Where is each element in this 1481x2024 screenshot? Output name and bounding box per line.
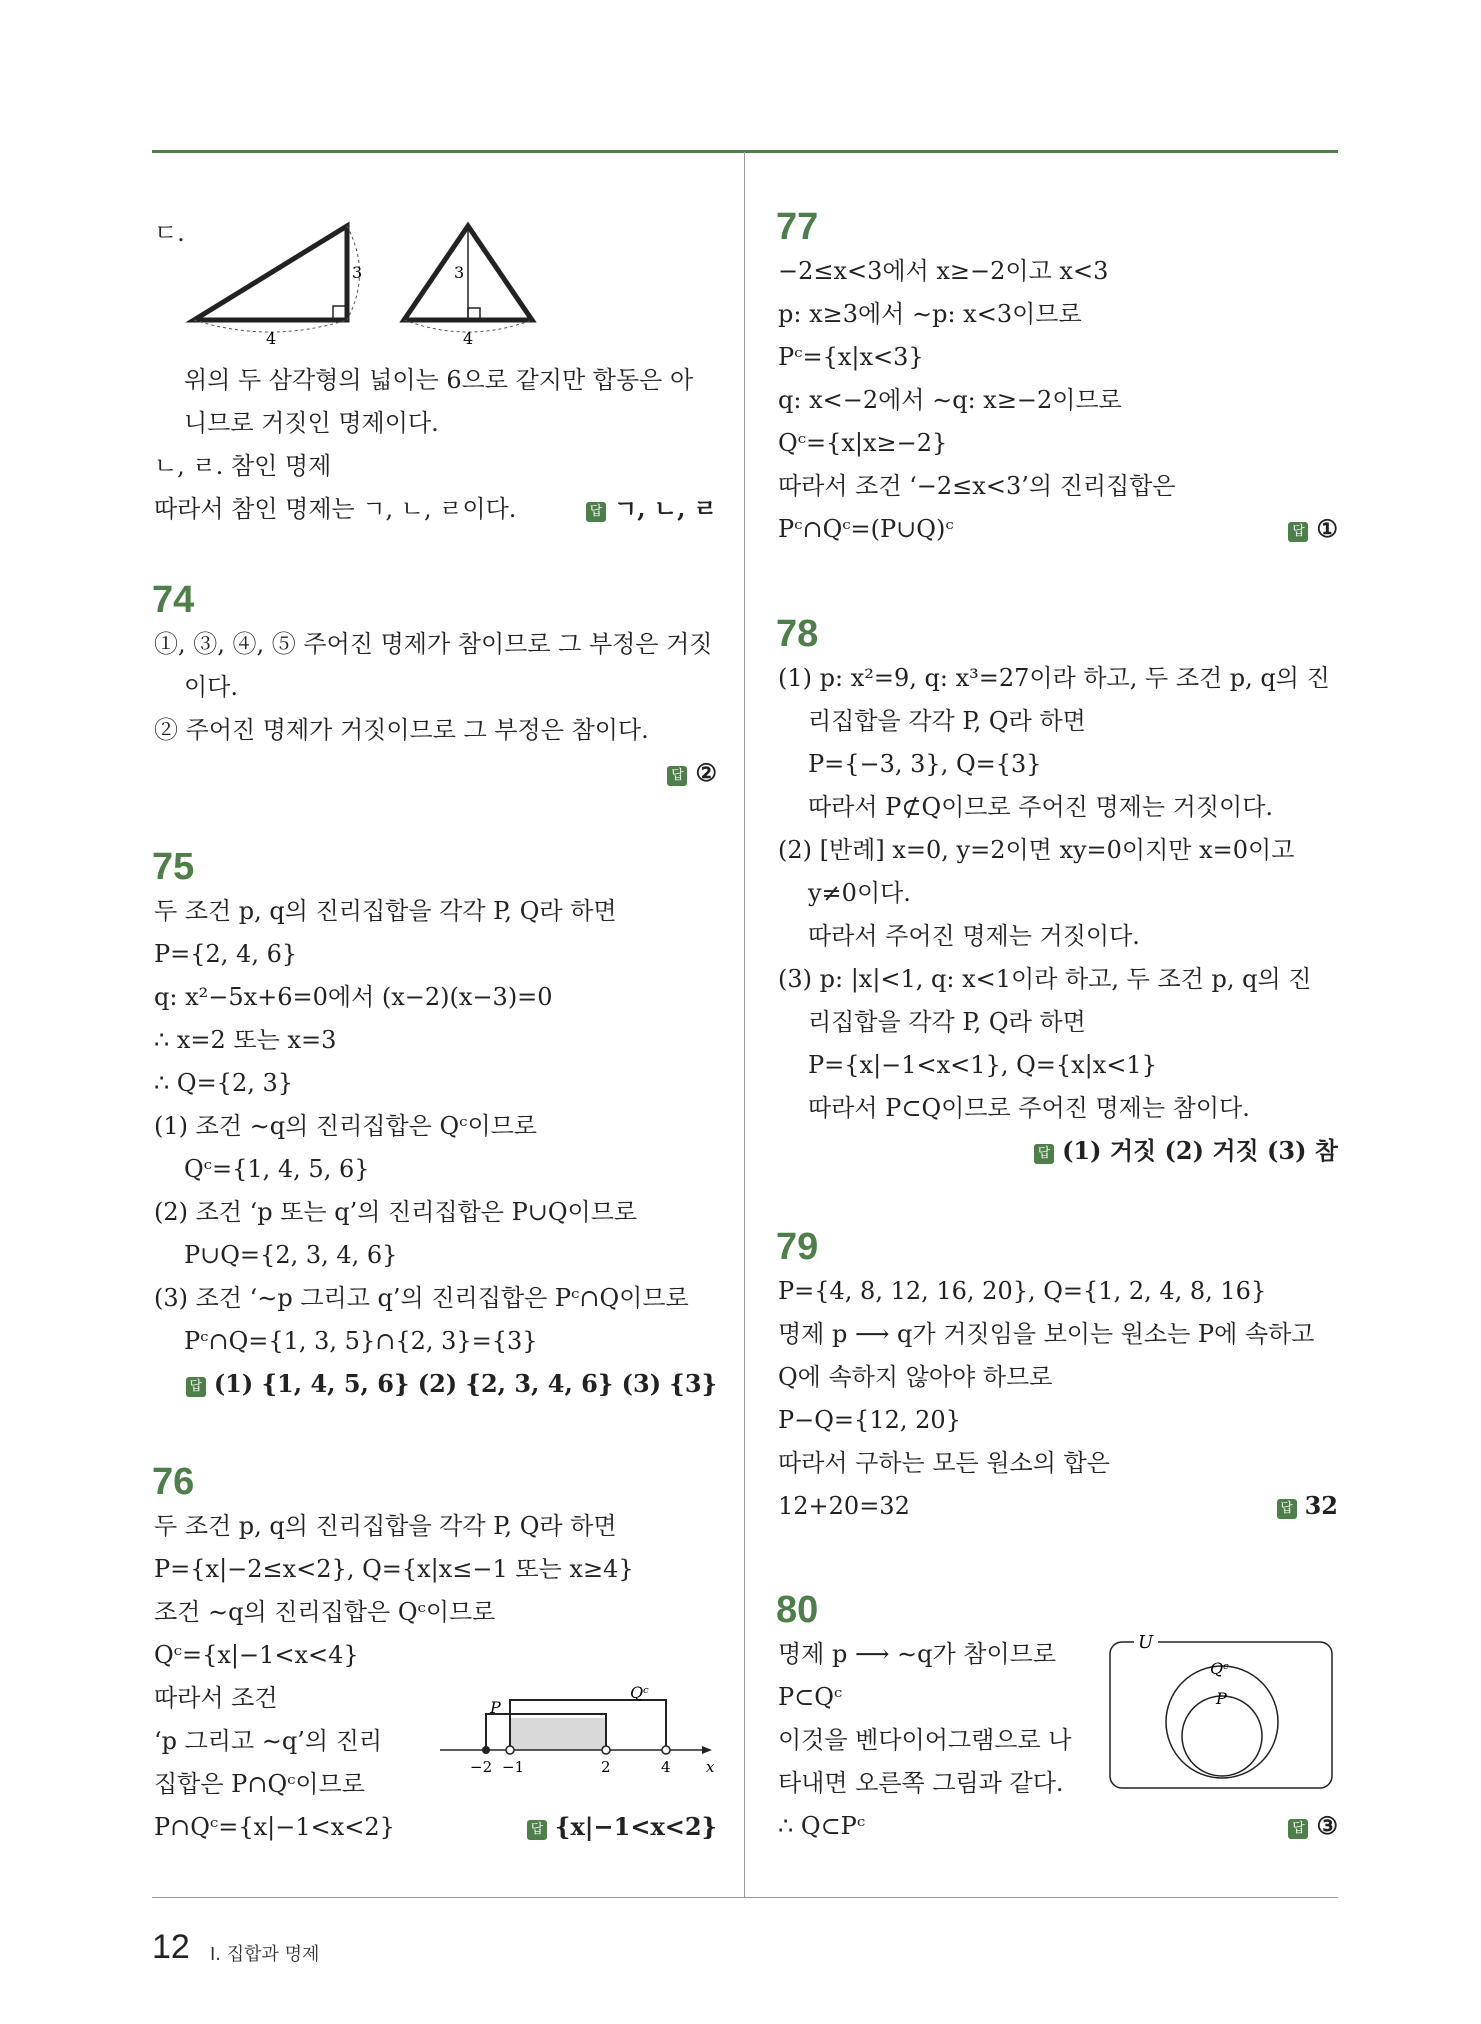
answer-icon: 답: [527, 1820, 547, 1840]
point-4: [662, 1746, 670, 1754]
text-line: (1) p: x²=9, q: x³=27이라 하고, 두 조건 p, q의 진: [778, 664, 1330, 692]
point-m2: [482, 1746, 490, 1754]
text-line: ∴ x=2 또는 x=3: [154, 1026, 337, 1054]
text-line: P={x|−2≤x<2}, Q={x|x≤−1 또는 x≥4}: [154, 1555, 634, 1583]
circle-Qc: [1166, 1666, 1278, 1778]
number-line-figure: [430, 1686, 720, 1786]
text-line: ㄴ, ㄹ. 참인 명제: [154, 452, 332, 480]
problem-number: 74: [152, 579, 195, 621]
text-line: 두 조건 p, q의 진리집합을 각각 P, Q라 하면: [154, 1512, 617, 1540]
text-line: 따라서 참인 명제는 ㄱ, ㄴ, ㄹ이다.: [154, 495, 517, 523]
answer-text: (1) {1, 4, 5, 6} (2) {2, 3, 4, 6} (3) {3}: [213, 1369, 717, 1398]
text-line: P∩Qᶜ={x|−1<x<2}: [154, 1813, 395, 1841]
answer-icon: 답: [1288, 522, 1308, 542]
text-line: Pᶜ∩Qᶜ=(P∪Q)ᶜ: [778, 515, 954, 543]
intersection-shade: [510, 1718, 606, 1750]
point-2: [602, 1746, 610, 1754]
text-line: −2≤x<3에서 x≥−2이고 x<3: [778, 257, 1109, 285]
point-m1: [506, 1746, 514, 1754]
problem-number: 77: [776, 206, 819, 248]
problem-number: 78: [776, 613, 819, 655]
page-number: 12: [152, 1928, 190, 1966]
tick-4: 4: [661, 1758, 671, 1776]
text-line: 조건 ∼q의 진리집합은 Qᶜ이므로: [154, 1598, 496, 1626]
text-line: Qᶜ={1, 4, 5, 6}: [184, 1155, 370, 1183]
answer-icon: 답: [1288, 1819, 1308, 1839]
axis-label-x: x: [706, 1758, 715, 1776]
problem-number: 79: [776, 1226, 819, 1268]
text-line: 리집합을 각각 P, Q라 하면: [808, 707, 1086, 735]
answer: [667, 758, 717, 788]
text-line: ② 주어진 명제가 거짓이므로 그 부정은 참이다.: [154, 716, 649, 744]
text-line: 이것을 벤다이어그램으로 나: [778, 1726, 1072, 1754]
top-rule: [152, 150, 1338, 153]
text-line: (3) p: |x|<1, q: x<1이라 하고, 두 조건 p, q의 진: [778, 965, 1312, 993]
answer-icon: 답: [1034, 1144, 1054, 1164]
answer-text: {x|−1<x<2}: [555, 1812, 717, 1841]
text-line: 리집합을 각각 P, Q라 하면: [808, 1008, 1086, 1036]
text-line: 따라서 조건 ‘−2≤x<3’의 진리집합은: [778, 472, 1176, 500]
triangles-figure: [182, 216, 692, 346]
label-P: P: [490, 1698, 501, 1717]
text-line: P={x|−1<x<1}, Q={x|x<1}: [808, 1051, 1157, 1079]
text-line: (2) [반례] x=0, y=2이면 xy=0이지만 x=0이고: [778, 836, 1295, 864]
text-line: (2) 조건 ‘p 또는 q’의 진리집합은 P∪Q이므로: [154, 1198, 638, 1226]
label-Qc: Qᶜ: [630, 1686, 649, 1702]
text-line: ‘p 그리고 ∼q’의 진리: [154, 1727, 383, 1755]
text-line: 명제 p ⟶ ∼q가 참이므로: [778, 1640, 1057, 1668]
answer: [1277, 1491, 1338, 1521]
tri1-side-label: 3: [352, 263, 363, 282]
item-label: ㄷ.: [154, 219, 185, 247]
text-line: Pᶜ∩Q={1, 3, 5}∩{2, 3}={3}: [184, 1327, 538, 1355]
column-divider: [744, 152, 745, 1897]
text-line: 명제 p ⟶ q가 거짓임을 보이는 원소는 P에 속하고: [778, 1320, 1315, 1348]
problem-number: 76: [152, 1461, 195, 1503]
venn-diagram: [1106, 1632, 1336, 1792]
answer-icon: 답: [586, 502, 606, 522]
tick-m1: −1: [502, 1758, 525, 1776]
tick-m2: −2: [470, 1758, 493, 1776]
answer-text: ③: [1316, 1811, 1338, 1840]
text-line: P={4, 8, 12, 16, 20}, Q={1, 2, 4, 8, 16}: [778, 1277, 1267, 1305]
problem-number: 75: [152, 846, 195, 888]
text-line: p: x≥3에서 ∼p: x<3이므로: [778, 300, 1082, 328]
text-line: ∴ Q={2, 3}: [154, 1069, 294, 1097]
text-line: Qᶜ={x|x≥−2}: [778, 429, 948, 457]
answer: [1034, 1136, 1338, 1166]
answer-text: ㄱ, ㄴ, ㄹ: [614, 494, 717, 523]
text-line: Qᶜ={x|−1<x<4}: [154, 1641, 359, 1669]
answer: [1288, 1811, 1338, 1841]
text-line: 따라서 P⊄Q이므로 주어진 명제는 거짓이다.: [808, 793, 1274, 821]
answer-text: ②: [695, 758, 717, 787]
circle-P: [1182, 1696, 1262, 1776]
text-line: 12+20=32: [778, 1492, 910, 1520]
answer: [527, 1812, 717, 1842]
bottom-rule: [152, 1897, 1338, 1898]
text-line: ①, ③, ④, ⑤ 주어진 명제가 참이므로 그 부정은 거짓: [154, 630, 713, 658]
text-line: Q에 속하지 않아야 하므로: [778, 1363, 1053, 1391]
text-line: q: x<−2에서 ∼q: x≥−2이므로: [778, 386, 1122, 414]
text-line: P={2, 4, 6}: [154, 940, 298, 968]
text-line: q: x²−5x+6=0에서 (x−2)(x−3)=0: [154, 983, 553, 1011]
tri1-base-label: 4: [266, 329, 277, 346]
text-line: 따라서 구하는 모든 원소의 합은: [778, 1449, 1110, 1477]
label-Qc: Qᶜ: [1210, 1659, 1229, 1678]
problem-number: 80: [776, 1589, 819, 1631]
text-line: (3) 조건 ‘∼p 그리고 q’의 진리집합은 Pᶜ∩Q이므로: [154, 1284, 689, 1312]
text-line: P−Q={12, 20}: [778, 1406, 961, 1434]
text-line: P={−3, 3}, Q={3}: [808, 750, 1042, 778]
text-line: 타내면 오른쪽 그림과 같다.: [778, 1769, 1064, 1797]
text-line: Pᶜ={x|x<3}: [778, 343, 924, 371]
text-line: ∴ Q⊂Pᶜ: [778, 1812, 866, 1840]
text-line: P∪Q={2, 3, 4, 6}: [184, 1241, 398, 1269]
answer: [186, 1369, 717, 1399]
label-U: U: [1138, 1632, 1154, 1653]
answer-icon: 답: [186, 1377, 206, 1397]
tri2-base-label: 4: [463, 329, 474, 346]
tri2-side-label: 3: [454, 263, 465, 282]
text-line: P⊂Qᶜ: [778, 1683, 843, 1711]
text-line: 따라서 조건: [154, 1684, 278, 1712]
text-line: y≠0이다.: [808, 879, 911, 907]
text-line: 니므로 거짓인 명제이다.: [184, 409, 439, 437]
answer: [1288, 514, 1338, 544]
axis-arrow: [702, 1746, 712, 1754]
answer-text: (1) 거짓 (2) 거짓 (3) 참: [1062, 1136, 1338, 1165]
answer-icon: 답: [1277, 1499, 1297, 1519]
chapter-title: I. 집합과 명제: [210, 1944, 320, 1965]
answer: [586, 494, 717, 524]
answer-icon: 답: [667, 766, 687, 786]
label-P: P: [1216, 1689, 1227, 1708]
text-line: 위의 두 삼각형의 넓이는 6으로 같지만 합동은 아: [184, 366, 694, 394]
text-line: 따라서 주어진 명제는 거짓이다.: [808, 922, 1140, 950]
tick-2: 2: [601, 1758, 611, 1776]
text-line: (1) 조건 ∼q의 진리집합은 Qᶜ이므로: [154, 1112, 537, 1140]
text-line: 이다.: [184, 673, 238, 701]
answer-text: ①: [1316, 514, 1338, 543]
answer-text: 32: [1304, 1491, 1338, 1520]
right-triangle: [194, 226, 347, 320]
text-line: 두 조건 p, q의 진리집합을 각각 P, Q라 하면: [154, 897, 617, 925]
text-line: 집합은 P∩Qᶜ이므로: [154, 1770, 365, 1798]
text-line: 따라서 P⊂Q이므로 주어진 명제는 참이다.: [808, 1094, 1250, 1122]
